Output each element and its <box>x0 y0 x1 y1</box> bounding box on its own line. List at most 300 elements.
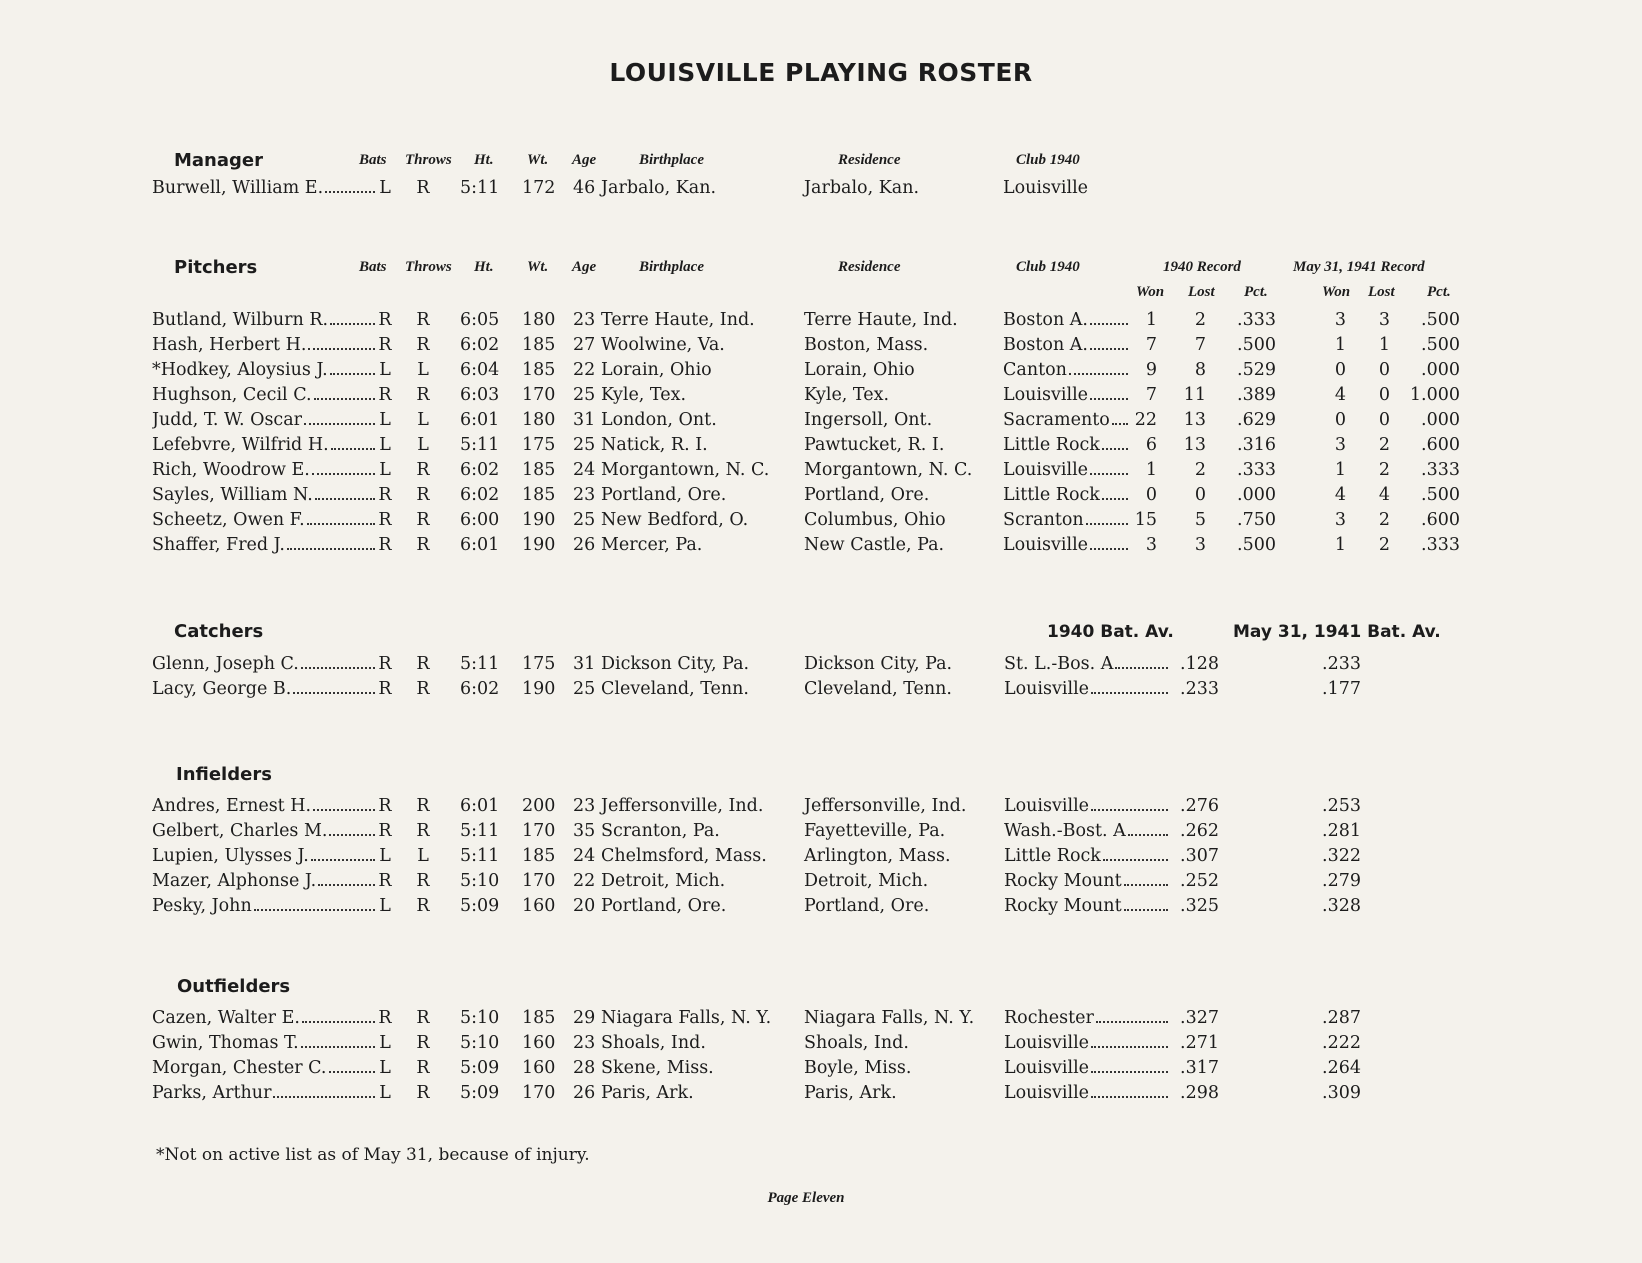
dot-leader <box>273 1096 375 1098</box>
won-1941-cell: 0 <box>1334 410 1346 430</box>
dot-leader <box>330 373 375 375</box>
player-name: Butland, Wilburn R. <box>152 310 329 330</box>
dot-leader <box>318 884 375 886</box>
pct-1940-cell: .000 <box>1237 485 1276 505</box>
won-1940-cell: 7 <box>1145 335 1157 355</box>
club-name: St. L.-Bos. A <box>1004 654 1114 674</box>
lost-1941-cell: 0 <box>1378 360 1390 380</box>
weight-cell: 170 <box>522 871 556 891</box>
player-name-cell <box>152 335 376 355</box>
weight-cell: 170 <box>522 821 556 841</box>
height-cell: 6:02 <box>460 335 500 355</box>
dot-leader <box>1090 473 1128 475</box>
dot-leader <box>1091 1046 1168 1048</box>
age-cell: 31 <box>573 654 596 674</box>
table-row <box>0 1008 1642 1033</box>
birthplace-cell: Lorain, Ohio <box>601 360 712 380</box>
club-cell <box>1004 796 1169 816</box>
dot-leader <box>1112 423 1128 425</box>
col-header-residence: Residence <box>838 152 901 168</box>
col-header-throws: Throws <box>405 152 452 168</box>
bat-avg-1940-cell: .298 <box>1180 1083 1219 1103</box>
bats-cell: R <box>378 679 392 699</box>
club-cell <box>1003 535 1129 555</box>
throws-cell: R <box>416 1008 430 1028</box>
bat-avg-1940-cell: .327 <box>1180 1008 1219 1028</box>
player-name: Mazer, Alphonse J. <box>152 871 317 891</box>
height-cell: 5:09 <box>460 896 500 916</box>
club-cell <box>1003 310 1129 330</box>
pct-1940-cell: .389 <box>1237 385 1276 405</box>
pct-1941-cell: .333 <box>1421 460 1460 480</box>
lost-1941-cell: 3 <box>1378 310 1390 330</box>
won-1940-cell: 22 <box>1134 410 1157 430</box>
table-row <box>0 335 1642 360</box>
table-row <box>0 485 1642 510</box>
bat-avg-1941-cell: .177 <box>1322 679 1361 699</box>
player-name: Andres, Ernest H. <box>152 796 312 816</box>
col-header-record-1940: 1940 Record <box>1163 259 1241 275</box>
birthplace-cell: Scranton, Pa. <box>601 821 720 841</box>
dot-leader <box>1090 548 1128 550</box>
player-name-cell <box>152 846 376 866</box>
age-cell: 25 <box>573 385 596 405</box>
residence-cell: Paris, Ark. <box>804 1083 897 1103</box>
lost-1941-cell: 2 <box>1378 510 1390 530</box>
table-row <box>0 871 1642 896</box>
won-1941-cell: 3 <box>1334 310 1346 330</box>
lost-1941-cell: 0 <box>1378 410 1390 430</box>
throws-cell: R <box>416 1083 430 1103</box>
club-cell <box>1004 821 1169 841</box>
throws-cell: R <box>416 679 430 699</box>
col-header-bats: Bats <box>359 259 387 275</box>
bat-avg-1940-cell: .317 <box>1180 1058 1219 1078</box>
bat-avg-1941-cell: .264 <box>1322 1058 1361 1078</box>
birthplace-cell: Dickson City, Pa. <box>601 654 750 674</box>
birthplace-cell: Jeffersonville, Ind. <box>601 796 764 816</box>
pct-1941-cell: .000 <box>1421 360 1460 380</box>
birthplace-cell: Portland, Ore. <box>601 485 727 505</box>
dot-leader <box>1091 809 1168 811</box>
bat-avg-1941-cell: .281 <box>1322 821 1361 841</box>
throws-cell: R <box>416 654 430 674</box>
dot-leader <box>304 423 375 425</box>
player-name: Hash, Herbert H. <box>152 335 307 355</box>
dot-leader <box>1124 884 1168 886</box>
residence-cell: Cleveland, Tenn. <box>804 679 952 699</box>
col-header-birthplace: Birthplace <box>639 259 705 275</box>
birthplace-cell: Chelmsford, Mass. <box>601 846 767 866</box>
throws-cell: R <box>416 821 430 841</box>
club-name: Louisville <box>1004 1058 1090 1078</box>
club-name: Boston A. <box>1003 310 1088 330</box>
birthplace-cell: Woolwine, Va. <box>601 335 725 355</box>
age-cell: 26 <box>573 1083 596 1103</box>
pct-1941-cell: .333 <box>1421 535 1460 555</box>
bat-avg-1941-cell: .233 <box>1322 654 1361 674</box>
bat-avg-1941-cell: .328 <box>1322 896 1361 916</box>
bats-cell: R <box>378 385 392 405</box>
weight-cell: 160 <box>522 1058 556 1078</box>
weight-cell: 185 <box>522 1008 556 1028</box>
pct-1940-cell: .500 <box>1237 335 1276 355</box>
height-cell: 6:02 <box>460 485 500 505</box>
dot-leader <box>1102 448 1128 450</box>
height-cell: 5:11 <box>460 178 500 198</box>
height-cell: 6:05 <box>460 310 500 330</box>
player-name: Glenn, Joseph C. <box>152 654 299 674</box>
bat-avg-1941-cell: .222 <box>1322 1033 1361 1053</box>
birthplace-cell: Morgantown, N. C. <box>601 460 770 480</box>
birthplace-cell: Mercer, Pa. <box>601 535 703 555</box>
section-heading-infielders: Infielders <box>176 764 272 785</box>
won-1941-cell: 1 <box>1334 335 1346 355</box>
weight-cell: 200 <box>522 796 556 816</box>
player-name: Sayles, William N. <box>152 485 313 505</box>
weight-cell: 190 <box>522 510 556 530</box>
lost-1940-cell: 8 <box>1194 360 1206 380</box>
lost-1941-cell: 2 <box>1378 435 1390 455</box>
height-cell: 5:10 <box>460 1008 500 1028</box>
dot-leader <box>1124 909 1168 911</box>
club-name: Boston A. <box>1003 335 1088 355</box>
bats-cell: R <box>378 654 392 674</box>
pct-1941-cell: .600 <box>1421 435 1460 455</box>
col-header-bat-1941: May 31, 1941 Bat. Av. <box>1233 622 1441 642</box>
dot-leader <box>302 1021 375 1023</box>
residence-cell: Boston, Mass. <box>804 335 929 355</box>
col-header-record-1941: May 31, 1941 Record <box>1293 259 1425 275</box>
pct-1941-cell: .500 <box>1421 335 1460 355</box>
club-cell <box>1003 360 1129 380</box>
throws-cell: R <box>416 796 430 816</box>
birthplace-cell: Cleveland, Tenn. <box>601 679 749 699</box>
birthplace-cell: London, Ont. <box>601 410 717 430</box>
throws-cell: L <box>417 435 429 455</box>
club-cell <box>1004 679 1169 699</box>
club-name: Louisville <box>1004 1033 1090 1053</box>
age-cell: 27 <box>573 335 596 355</box>
section-heading-catchers: Catchers <box>174 621 264 642</box>
dot-leader <box>330 323 375 325</box>
table-row <box>0 1058 1642 1083</box>
bat-avg-1940-cell: .233 <box>1180 679 1219 699</box>
age-cell: 23 <box>573 485 596 505</box>
player-name-cell <box>152 1008 376 1028</box>
player-name-cell <box>152 510 376 530</box>
won-1941-cell: 3 <box>1334 510 1346 530</box>
age-cell: 24 <box>573 846 596 866</box>
height-cell: 6:02 <box>460 679 500 699</box>
bat-avg-1940-cell: .325 <box>1180 896 1219 916</box>
throws-cell: R <box>416 178 430 198</box>
throws-cell: R <box>416 896 430 916</box>
residence-cell: New Castle, Pa. <box>804 535 945 555</box>
birthplace-cell: Paris, Ark. <box>601 1083 694 1103</box>
col-header-wt: Wt. <box>527 152 549 168</box>
won-1940-cell: 1 <box>1145 310 1157 330</box>
table-row <box>0 435 1642 460</box>
residence-cell: Niagara Falls, N. Y. <box>804 1008 975 1028</box>
won-1940-cell: 7 <box>1145 385 1157 405</box>
age-cell: 35 <box>573 821 596 841</box>
lost-1941-cell: 2 <box>1378 460 1390 480</box>
club-name: Louisville <box>1004 796 1090 816</box>
pct-1940-cell: .750 <box>1237 510 1276 530</box>
dot-leader <box>1090 323 1128 325</box>
col-header-lost-1941: Lost <box>1368 284 1395 300</box>
pct-1941-cell: .500 <box>1421 485 1460 505</box>
bats-cell: L <box>379 896 391 916</box>
player-name: Lefebvre, Wilfrid H. <box>152 435 329 455</box>
won-1941-cell: 1 <box>1334 535 1346 555</box>
age-cell: 23 <box>573 1033 596 1053</box>
throws-cell: R <box>416 871 430 891</box>
height-cell: 5:09 <box>460 1058 500 1078</box>
col-header-throws: Throws <box>405 259 452 275</box>
bat-avg-1941-cell: .287 <box>1322 1008 1361 1028</box>
dot-leader <box>1086 523 1128 525</box>
throws-cell: R <box>416 485 430 505</box>
age-cell: 25 <box>573 510 596 530</box>
club-name: Louisville <box>1004 679 1090 699</box>
pct-1940-cell: .629 <box>1237 410 1276 430</box>
lost-1940-cell: 3 <box>1194 535 1206 555</box>
club-name: Wash.-Bost. A <box>1004 821 1126 841</box>
dot-leader <box>301 667 375 669</box>
col-header-ht: Ht. <box>474 259 494 275</box>
lost-1941-cell: 4 <box>1378 485 1390 505</box>
lost-1940-cell: 2 <box>1194 310 1206 330</box>
won-1941-cell: 1 <box>1334 460 1346 480</box>
residence-cell: Detroit, Mich. <box>804 871 929 891</box>
bats-cell: R <box>378 871 392 891</box>
birthplace-cell: New Bedford, O. <box>601 510 749 530</box>
won-1941-cell: 3 <box>1334 435 1346 455</box>
player-name: Cazen, Walter E. <box>152 1008 300 1028</box>
throws-cell: L <box>417 846 429 866</box>
birthplace-cell: Portland, Ore. <box>601 896 727 916</box>
throws-cell: R <box>416 310 430 330</box>
bat-avg-1941-cell: .309 <box>1322 1083 1361 1103</box>
weight-cell: 175 <box>522 435 556 455</box>
col-header-pct-1941: Pct. <box>1427 284 1451 300</box>
club-cell <box>1003 460 1129 480</box>
col-header-birthplace: Birthplace <box>639 152 705 168</box>
weight-cell: 190 <box>522 535 556 555</box>
weight-cell: 185 <box>522 460 556 480</box>
throws-cell: R <box>416 510 430 530</box>
bats-cell: L <box>379 1058 391 1078</box>
dot-leader <box>313 809 375 811</box>
height-cell: 5:11 <box>460 654 500 674</box>
birthplace-cell: Natick, R. I. <box>601 435 708 455</box>
dot-leader <box>312 473 375 475</box>
player-name: Pesky, John <box>152 896 252 916</box>
residence-cell: Pawtucket, R. I. <box>804 435 945 455</box>
bats-cell: L <box>379 1083 391 1103</box>
dot-leader <box>254 909 375 911</box>
page-title: LOUISVILLE PLAYING ROSTER <box>609 58 1033 87</box>
lost-1941-cell: 1 <box>1378 335 1390 355</box>
player-name-cell <box>152 796 376 816</box>
table-row <box>0 360 1642 385</box>
residence-cell: Portland, Ore. <box>804 485 930 505</box>
height-cell: 5:09 <box>460 1083 500 1103</box>
birthplace-cell: Shoals, Ind. <box>601 1033 706 1053</box>
weight-cell: 170 <box>522 385 556 405</box>
age-cell: 24 <box>573 460 596 480</box>
lost-1940-cell: 5 <box>1194 510 1206 530</box>
dot-leader <box>311 859 375 861</box>
club-name: Canton <box>1003 360 1067 380</box>
club-name: Little Rock <box>1003 435 1100 455</box>
won-1941-cell: 4 <box>1334 385 1346 405</box>
club-name: Louisville <box>1003 460 1089 480</box>
birthplace-cell: Niagara Falls, N. Y. <box>601 1008 772 1028</box>
player-name: Rich, Woodrow E. <box>152 460 310 480</box>
page-number: Page Eleven <box>767 1190 845 1206</box>
dot-leader <box>301 1046 375 1048</box>
bat-avg-1941-cell: .279 <box>1322 871 1361 891</box>
residence-cell: Dickson City, Pa. <box>804 654 953 674</box>
weight-cell: 185 <box>522 360 556 380</box>
club-name: Sacramento <box>1003 410 1110 430</box>
club-cell <box>1004 1033 1169 1053</box>
height-cell: 5:11 <box>460 846 500 866</box>
bat-avg-1940-cell: .262 <box>1180 821 1219 841</box>
dot-leader <box>1069 373 1128 375</box>
player-name: Scheetz, Owen F. <box>152 510 305 530</box>
player-name-cell <box>152 385 376 405</box>
table-row <box>0 1083 1642 1108</box>
col-header-bat-1940: 1940 Bat. Av. <box>1047 622 1174 642</box>
player-name-cell <box>152 460 376 480</box>
dot-leader <box>1128 834 1168 836</box>
player-name: Shaffer, Fred J. <box>152 535 285 555</box>
player-name: Burwell, William E. <box>152 178 324 198</box>
dot-leader <box>1102 498 1128 500</box>
age-cell: 46 <box>573 178 596 198</box>
col-header-ht: Ht. <box>474 152 494 168</box>
bats-cell: L <box>379 360 391 380</box>
weight-cell: 190 <box>522 679 556 699</box>
player-name-cell <box>152 535 376 555</box>
table-row <box>0 310 1642 335</box>
birthplace-cell: Skene, Miss. <box>601 1058 714 1078</box>
col-header-age: Age <box>572 259 597 275</box>
col-header-bats: Bats <box>359 152 387 168</box>
birthplace-cell: Detroit, Mich. <box>601 871 726 891</box>
player-name-cell <box>152 896 376 916</box>
club-cell <box>1004 1008 1169 1028</box>
throws-cell: R <box>416 460 430 480</box>
dot-leader <box>329 1071 376 1073</box>
residence-cell: Arlington, Mass. <box>804 846 951 866</box>
bat-avg-1941-cell: .322 <box>1322 846 1361 866</box>
player-name: Lupien, Ulysses J. <box>152 846 309 866</box>
pct-1941-cell: .500 <box>1421 310 1460 330</box>
club-name: Scranton <box>1003 510 1084 530</box>
table-row <box>0 896 1642 921</box>
table-row <box>0 460 1642 485</box>
pct-1940-cell: .500 <box>1237 535 1276 555</box>
won-1941-cell: 4 <box>1334 485 1346 505</box>
col-header-age: Age <box>572 152 597 168</box>
age-cell: 20 <box>573 896 596 916</box>
pct-1940-cell: .333 <box>1237 460 1276 480</box>
bats-cell: R <box>378 485 392 505</box>
club-name: Louisville <box>1004 1083 1090 1103</box>
residence-cell: Boyle, Miss. <box>804 1058 912 1078</box>
bats-cell: R <box>378 821 392 841</box>
dot-leader <box>293 692 375 694</box>
height-cell: 6:04 <box>460 360 500 380</box>
throws-cell: R <box>416 535 430 555</box>
throws-cell: R <box>416 385 430 405</box>
dot-leader <box>1091 692 1168 694</box>
table-row <box>0 846 1642 871</box>
club-cell <box>1003 435 1129 455</box>
weight-cell: 160 <box>522 1033 556 1053</box>
birthplace-cell: Jarbalo, Kan. <box>601 178 717 198</box>
weight-cell: 180 <box>522 310 556 330</box>
residence-cell: Jeffersonville, Ind. <box>804 796 967 816</box>
club-cell <box>1004 1058 1169 1078</box>
lost-1940-cell: 11 <box>1183 385 1206 405</box>
player-name-cell <box>152 654 376 674</box>
residence-cell: Jarbalo, Kan. <box>804 178 920 198</box>
player-name-cell <box>152 435 376 455</box>
club-name: Louisville <box>1003 535 1089 555</box>
weight-cell: 172 <box>522 178 556 198</box>
dot-leader <box>287 548 375 550</box>
table-row <box>0 1033 1642 1058</box>
weight-cell: 185 <box>522 846 556 866</box>
player-name-cell <box>152 410 376 430</box>
residence-cell: Portland, Ore. <box>804 896 930 916</box>
height-cell: 5:10 <box>460 1033 500 1053</box>
throws-cell: L <box>417 410 429 430</box>
lost-1940-cell: 7 <box>1194 335 1206 355</box>
pct-1940-cell: .529 <box>1237 360 1276 380</box>
residence-cell: Shoals, Ind. <box>804 1033 909 1053</box>
pct-1940-cell: .333 <box>1237 310 1276 330</box>
club-cell <box>1004 654 1169 674</box>
height-cell: 6:01 <box>460 410 500 430</box>
bats-cell: R <box>378 1008 392 1028</box>
club-name: Rochester <box>1004 1008 1094 1028</box>
player-name-cell <box>152 1033 376 1053</box>
club-name: Little Rock <box>1004 846 1101 866</box>
pct-1941-cell: .600 <box>1421 510 1460 530</box>
pct-1941-cell: 1.000 <box>1409 385 1460 405</box>
table-row <box>0 178 1642 203</box>
player-name: Gwin, Thomas T. <box>152 1033 299 1053</box>
section-heading-outfielders: Outfielders <box>177 976 291 997</box>
dot-leader <box>1090 398 1128 400</box>
club-cell <box>1003 485 1129 505</box>
table-row <box>0 410 1642 435</box>
dot-leader <box>315 498 375 500</box>
dot-leader <box>1091 1071 1168 1073</box>
won-1940-cell: 1 <box>1145 460 1157 480</box>
age-cell: 28 <box>573 1058 596 1078</box>
club-cell <box>1003 385 1129 405</box>
dot-leader <box>1096 1021 1168 1023</box>
player-name-cell <box>152 360 376 380</box>
